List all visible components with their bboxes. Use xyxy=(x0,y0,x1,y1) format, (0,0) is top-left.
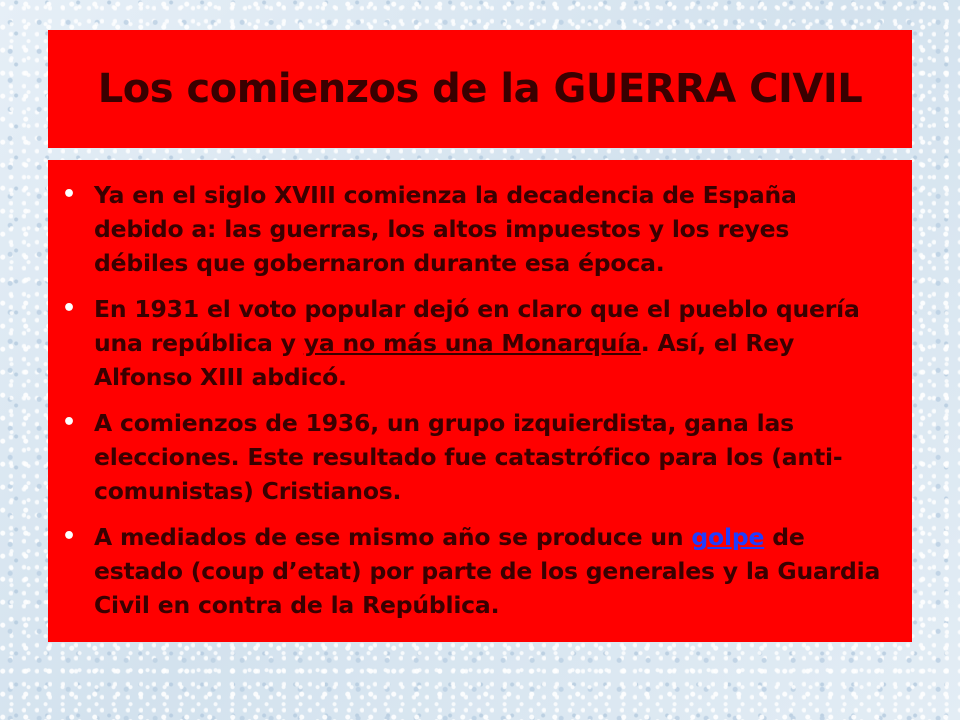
bullet-icon: • xyxy=(62,182,76,207)
bullet-text-before: En 1931 el voto popular dejó en claro que el pueblo quería una república y xyxy=(94,295,860,357)
bullet-icon: • xyxy=(62,524,76,549)
bullet-list xyxy=(48,160,912,622)
bullet-text-before: A mediados de ese mismo año se produce un xyxy=(94,523,692,551)
bullet-text: Ya en el siglo XVIII comienza la decadencia de España debido a: las guerras, los altos impuestos y los reyes débiles que gobernaron durante esa época. xyxy=(94,181,797,277)
content-panel xyxy=(48,160,912,642)
bullet-item xyxy=(62,292,890,394)
golpe-link[interactable]: golpe xyxy=(691,523,765,551)
slide-title: Los comienzos de la GUERRA CIVIL xyxy=(97,66,863,112)
bullet-text-after: de estado (coup d’etat) por parte de los generales y la Guardia Civil en contra de la República. xyxy=(94,523,881,619)
underlined-text: ya no más una Monarquía xyxy=(303,329,641,357)
bullet-icon: • xyxy=(62,410,76,435)
bullet-icon: • xyxy=(62,296,76,321)
bullet-item xyxy=(62,520,890,622)
title-panel xyxy=(48,30,912,148)
bullet-item xyxy=(62,406,890,508)
bullet-text-after: . Así, el Rey Alfonso XIII abdicó. xyxy=(94,329,795,391)
bullet-text: A comienzos de 1936, un grupo izquierdista, gana las elecciones. Este resultado fue catastrófico para los (anti-comunistas) Cristianos. xyxy=(94,409,843,505)
bullet-item xyxy=(62,178,890,280)
